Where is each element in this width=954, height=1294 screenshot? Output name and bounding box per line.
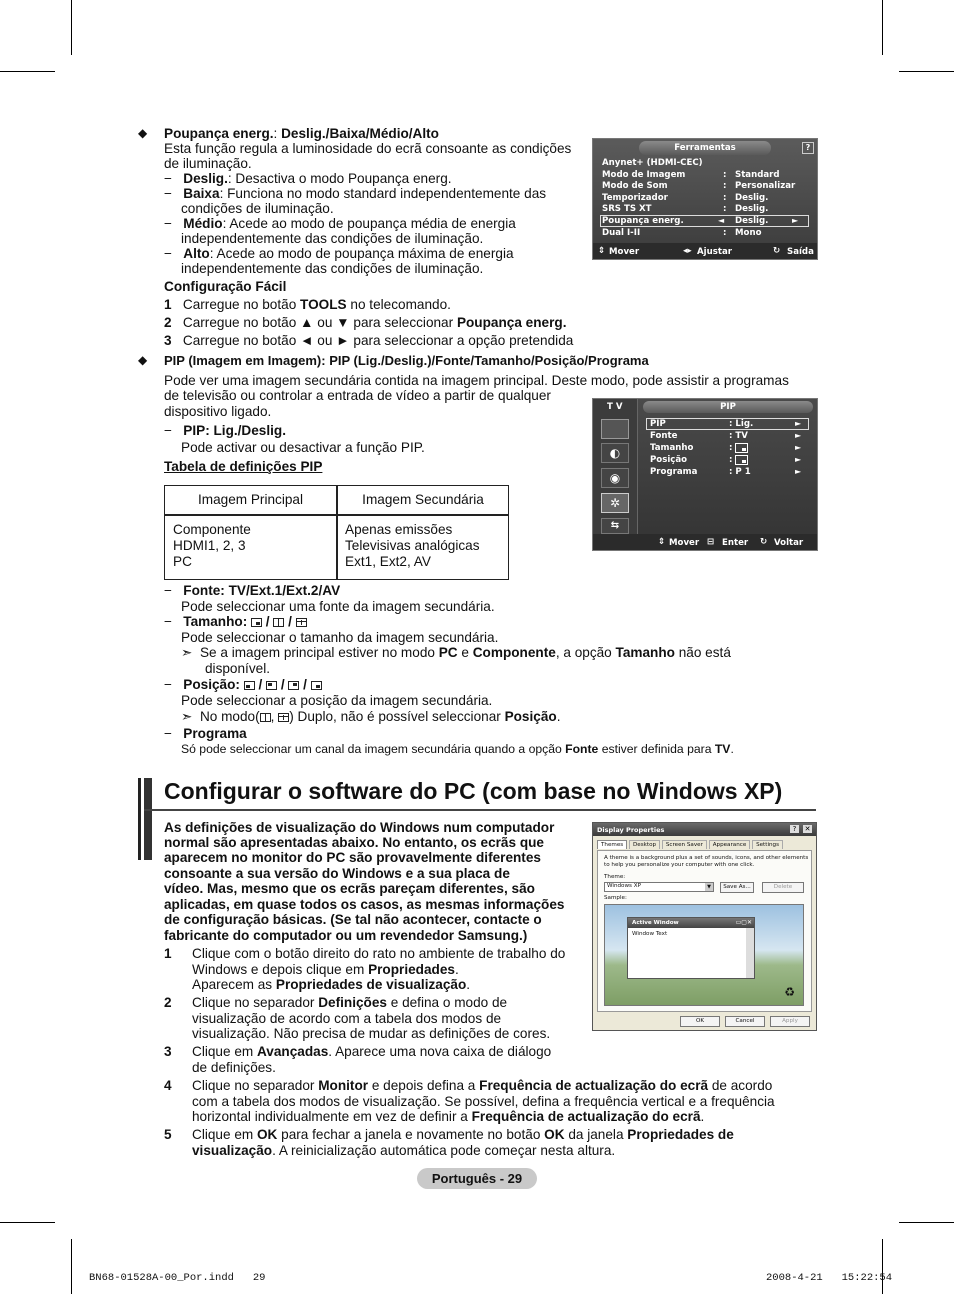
display-properties-screenshot	[592, 822, 817, 1031]
list-item: − Fonte: TV/Ext.1/Ext.2/AV	[164, 583, 341, 598]
list-item: − PIP: Lig./Deslig.	[164, 423, 287, 438]
table-cell: Ext1, Ext2, AV	[345, 554, 431, 569]
menu-selection	[646, 418, 809, 430]
list-item: − Programa	[164, 726, 247, 741]
heading-bar	[144, 778, 152, 860]
save-as-button: Save As...	[720, 882, 754, 893]
table-header: Imagem Secundária	[362, 492, 484, 507]
list-item-cont: Pode activar ou desactivar a função PIP.	[181, 440, 425, 455]
menu-value: Personalizar	[735, 181, 796, 191]
position-bottom-left-icon	[244, 681, 255, 690]
cancel-button: Cancel	[725, 1016, 765, 1027]
close-icon: ✕	[804, 825, 811, 833]
size-double-icon	[260, 713, 271, 722]
step: Clique no separador Definições e defina o modo de	[192, 995, 508, 1010]
position-icon	[735, 455, 748, 465]
crop-mark	[71, 0, 72, 55]
list-item: − Médio: Acede ao modo de poupança média de energia	[164, 216, 516, 231]
table-title: Tabela de definições PIP	[164, 459, 323, 474]
note-cont: disponível.	[205, 661, 270, 676]
bullet-diamond-icon: ◆	[138, 353, 148, 367]
tab-panel: A theme is a background plus a set of sounds, icons, and other elements to help you personalize your computer with one click. Theme: Windows XP ▼ Save As... Delete Sample: Active Window ▭▢✕ Window Text ♻	[597, 850, 812, 1012]
list-item-cont: Pode seleccionar o tamanho da imagem secundária.	[181, 630, 499, 645]
menu-value: Standard	[735, 170, 780, 180]
menu-title: PIP	[643, 401, 813, 413]
list-item-cont: condições de iluminação.	[181, 201, 334, 216]
paragraph: Esta função regula a luminosidade do ecrã consoante as condições	[164, 141, 572, 156]
ok-button: OK	[680, 1016, 720, 1027]
table-cell: Componente	[173, 522, 251, 537]
tab-settings: Settings	[752, 840, 783, 849]
right-arrow-icon: ►	[795, 419, 802, 428]
table-header: Imagem Principal	[197, 492, 303, 507]
tab-desktop: Desktop	[629, 840, 660, 849]
window-titlebar	[593, 823, 816, 836]
theme-select: Windows XP ▼	[604, 882, 714, 892]
delete-button: Delete	[762, 882, 804, 893]
pip-title: PIP (Imagem em Imagem): PIP (Lig./Deslig.)/Fonte/Tamanho/Posição/Programa	[164, 353, 649, 368]
step-cont: Windows e depois clique em Propriedades.	[192, 962, 459, 977]
paragraph: Pode ver uma imagem secundária contida na imagem principal. Deste modo, pode assistir a programas	[164, 373, 789, 388]
pip-table	[164, 485, 509, 580]
crop-mark	[882, 1239, 883, 1294]
heading-rule	[144, 809, 816, 811]
apply-button: Apply	[770, 1016, 810, 1027]
list-item-cont: Pode seleccionar uma fonte da imagem secundária.	[181, 599, 495, 614]
return-icon: ↻	[773, 246, 781, 256]
recycle-bin-icon: ♻	[784, 985, 795, 999]
list-item: − Alto: Acede ao modo de poupança máxima de energia	[164, 246, 514, 261]
paragraph: de iluminação.	[164, 156, 252, 171]
heading-bar	[138, 778, 141, 860]
window-title: Display Properties	[597, 826, 665, 834]
list-item-cont: independentemente das condições de iluminação.	[181, 231, 484, 246]
intro-text: vídeo. Mas, mesmo que os ecrãs pareçam diferentes, são	[164, 881, 535, 896]
note: ➣ Se a imagem principal estiver no modo PC e Componente, a opção Tamanho não está	[181, 645, 731, 660]
step-cont: de definições.	[192, 1060, 276, 1075]
position-top-right-icon	[288, 681, 299, 690]
help-icon: ?	[802, 142, 814, 154]
menu-row: Poupança energ.	[602, 216, 684, 226]
step-cont: com a tabela dos modos de visualização. Se possível, defina a frequência vertical e a frequência	[192, 1094, 775, 1109]
step: 3 Carregue no botão ◄ ou ► para seleccionar a opção pretendida	[164, 333, 574, 348]
window-controls-icon: ▭▢✕	[735, 919, 752, 926]
list-item: − Deslig.: Desactiva o modo Poupança energ.	[164, 171, 452, 186]
date-info: 2008-4-21 15:22:54	[766, 1272, 893, 1284]
crop-mark	[899, 1222, 954, 1223]
list-item-cont: Só pode seleccionar um canal da imagem secundária quando a opção Fonte estiver definida para TV.	[181, 742, 734, 756]
updown-icon: ⇕	[598, 246, 606, 256]
step: 2 Carregue no botão ▲ ou ▼ para seleccionar Poupança energ.	[164, 315, 567, 330]
menu-row: Temporizador	[602, 193, 668, 203]
easy-setup-title: Configuração Fácil	[164, 279, 287, 294]
menu-value: Deslig.	[735, 216, 769, 226]
tab-screen-saver: Screen Saver	[662, 840, 707, 849]
step: Clique em Avançadas. Aparece uma nova caixa de diálogo	[192, 1044, 552, 1059]
help-icon: ?	[790, 825, 799, 833]
list-item-cont: Pode seleccionar a posição da imagem secundária.	[181, 693, 493, 708]
crop-mark	[0, 71, 55, 72]
list-item-cont: independentemente das condições de iluminação.	[181, 261, 484, 276]
position-bottom-right-icon	[311, 681, 322, 690]
intro-text: aparecem no monitor do PC são provavelmente diferentes	[164, 850, 541, 865]
bullet-diamond-icon: ◆	[138, 126, 148, 140]
intro-text: As definições de visualização do Windows num computador	[164, 820, 555, 835]
enter-icon: ⊟	[707, 537, 715, 547]
channel-icon: ◉	[601, 468, 629, 488]
crop-mark	[0, 1222, 55, 1223]
energy-title: Poupança energ.: Deslig./Baixa/Médio/Alto	[164, 126, 439, 141]
right-arrow-icon: ►	[795, 455, 802, 464]
return-icon: ↻	[760, 537, 768, 547]
tab-bar	[597, 840, 783, 849]
menu-footer: ⇕ Mover ◂▸ Ajustar ↻ Saída	[593, 243, 817, 259]
step-cont: Aparecem as Propriedades de visualização.	[192, 977, 471, 992]
position-top-left-icon	[266, 681, 277, 690]
table-cell: Televisivas analógicas	[345, 538, 480, 553]
sound-icon: ◐	[601, 443, 629, 463]
menu-value: Deslig.	[735, 193, 769, 203]
menu-value: Mono	[735, 228, 762, 238]
right-arrow-icon: ►	[795, 431, 802, 440]
scrollbar	[746, 928, 754, 978]
crop-mark	[882, 0, 883, 55]
setup-gear-icon: ✲	[601, 493, 629, 513]
right-arrow-icon: ►	[792, 216, 799, 225]
picture-icon	[601, 419, 629, 439]
list-item: − Baixa: Funciona no modo standard independentemente das	[164, 186, 547, 201]
intro-text: normal são apresentadas abaixo. No entanto, os ecrãs que	[164, 835, 544, 850]
leftright-icon: ◂▸	[683, 246, 692, 256]
size-icon	[735, 443, 748, 453]
list-item: − Tamanho: / /	[164, 614, 307, 629]
menu-row: Modo de Imagem	[602, 170, 686, 180]
chevron-down-icon: ▼	[705, 883, 713, 891]
list-item: − Posição: / / /	[164, 677, 322, 692]
crop-mark	[899, 71, 954, 72]
tools-menu-screenshot: Ferramentas ? Anynet+ (HDMI-CEC) Modo de Imagem : Standard Modo de Som : Personalizar Temporizador : Deslig. SRS TS XT : Deslig. Poupança energ. ◄ Deslig. ► Dual I-II : Mono ⇕ Mover ◂▸ Ajustar ↻ Saída	[592, 138, 818, 260]
step: Clique em OK para fechar a janela e novamente no botão OK da janela Propriedades de	[192, 1127, 734, 1142]
paragraph: dispositivo ligado.	[164, 404, 272, 419]
size-small-icon	[251, 618, 262, 627]
sample-window: Active Window ▭▢✕ Window Text	[627, 917, 755, 979]
tab-appearance: Appearance	[709, 840, 751, 849]
step-cont: visualização de acordo com a tabela dos modos de	[192, 1011, 502, 1026]
input-icon: ⇆	[601, 518, 629, 534]
note: ➣ No modo( , ) Duplo, não é possível seleccionar Posição.	[181, 709, 561, 724]
table-cell: HDMI1, 2, 3	[173, 538, 246, 553]
step: 1 Carregue no botão TOOLS no telecomando.	[164, 297, 451, 312]
intro-text: de configuração básicas. (Se tal não acontecer, contacte o	[164, 912, 542, 927]
section-heading: Configurar o software do PC (com base no Windows XP)	[164, 778, 783, 804]
menu-row: Anynet+ (HDMI-CEC)	[602, 158, 703, 168]
table-cell: Apenas emissões	[345, 522, 453, 537]
right-arrow-icon: ►	[795, 467, 802, 476]
table-cell: PC	[173, 554, 192, 569]
menu-row: Modo de Som	[602, 181, 668, 191]
tab-themes: Themes	[597, 840, 627, 849]
step: Clique no separador Monitor e depois defina a Frequência de actualização do ecrã de acordo	[192, 1078, 773, 1093]
menu-footer: ⇕ Mover ⊟ Enter ↻ Voltar	[593, 534, 817, 550]
size-double-alt-icon	[296, 618, 307, 627]
page-number: Português - 29	[417, 1168, 537, 1189]
menu-row: SRS TS XT	[602, 204, 652, 214]
sidebar-title: T V	[607, 402, 623, 412]
left-arrow-icon: ◄	[718, 216, 725, 225]
pip-menu-screenshot: T V PIP ◐ ◉ ✲ ⇆ PIP : Lig. ► Fonte : TV ► Tamanho : ► Posição : ► Programa : P 1 ► ⇕ Mover ⊟ Enter ↻ Voltar	[592, 398, 818, 551]
step-cont: visualização. A reinicialização automática pode começar nesta altura.	[192, 1143, 616, 1158]
intro-text: fabricante do computador ou um revendedor Samsung.)	[164, 928, 528, 943]
menu-value: Deslig.	[735, 204, 769, 214]
sample-preview	[604, 904, 804, 1006]
intro-text: aplicadas, em quase todos os casos, as mesmas informações	[164, 897, 565, 912]
updown-icon: ⇕	[658, 537, 666, 547]
step: Clique com o botão direito do rato no ambiente de trabalho do	[192, 946, 566, 961]
file-info: BN68-01528A-00_Por.indd 29	[89, 1272, 266, 1284]
paragraph: de televisão ou controlar a entrada de vídeo a partir de qualquer	[164, 388, 551, 403]
size-double-alt-icon	[278, 713, 289, 722]
menu-row: Dual I-II	[602, 228, 641, 238]
menu-title: Ferramentas	[639, 141, 771, 155]
intro-text: consoante a sua versão do Windows e a sua placa de	[164, 866, 510, 881]
size-double-icon	[273, 618, 284, 627]
right-arrow-icon: ►	[795, 443, 802, 452]
step-cont: horizontal individualmente em vez de definir a Frequência de actualização do ecrã.	[192, 1109, 705, 1124]
step-cont: visualização. Não precisa de mudar as definições de cores.	[192, 1026, 551, 1041]
crop-mark	[71, 1239, 72, 1294]
